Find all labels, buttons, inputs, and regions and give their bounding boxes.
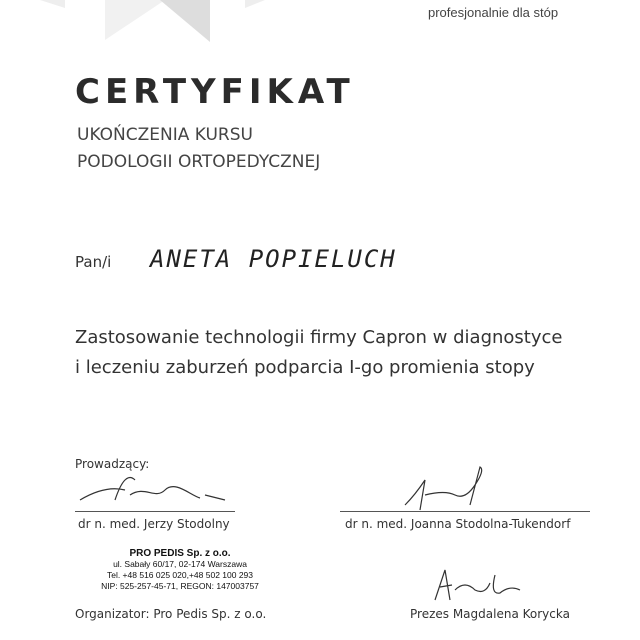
logo-tagline: profesjonalnie dla stóp (428, 5, 559, 20)
left-signatory-name: dr n. med. Jerzy Stodolny (78, 517, 230, 531)
course-line-2: i leczeniu zaburzeń podparcia I-go promienia stopy (75, 357, 535, 378)
recipient-label: Pan/i (75, 253, 112, 271)
certificate-title: CERTYFIKAT (75, 72, 355, 112)
president-name: Prezes Magdalena Korycka (410, 607, 570, 621)
subtitle-line-1: UKOŃCZENIA KURSU (77, 125, 253, 145)
signature-line-right (340, 511, 590, 512)
company-stamp (95, 548, 265, 592)
signature-president (430, 565, 530, 605)
lecturer-label: Prowadzący: (75, 457, 150, 471)
signature-right (395, 465, 505, 515)
right-signatory-name: dr n. med. Joanna Stodolna-Tukendorf (345, 517, 571, 531)
organizer-label: Organizator: Pro Pedis Sp. z o.o. (75, 607, 267, 621)
signature-left (75, 470, 235, 510)
stamp-line: Tel. +48 516 025 020,+48 502 100 293 (106, 570, 254, 580)
subtitle-line-2: PODOLOGII ORTOPEDYCZNEJ (77, 152, 321, 172)
stamp-line: ul. Sabały 60/17, 02-174 Warszawa (113, 559, 247, 569)
recipient-name: ANETA POPIELUCH (150, 245, 397, 273)
stamp-line: NIP: 525-257-45-71, REGON: 147003757 (101, 581, 259, 591)
stamp-line: PRO PEDIS Sp. z o.o. (129, 548, 231, 559)
signature-line-left (75, 511, 235, 512)
course-line-1: Zastosowanie technologii firmy Capron w diagnostyce (75, 327, 563, 348)
